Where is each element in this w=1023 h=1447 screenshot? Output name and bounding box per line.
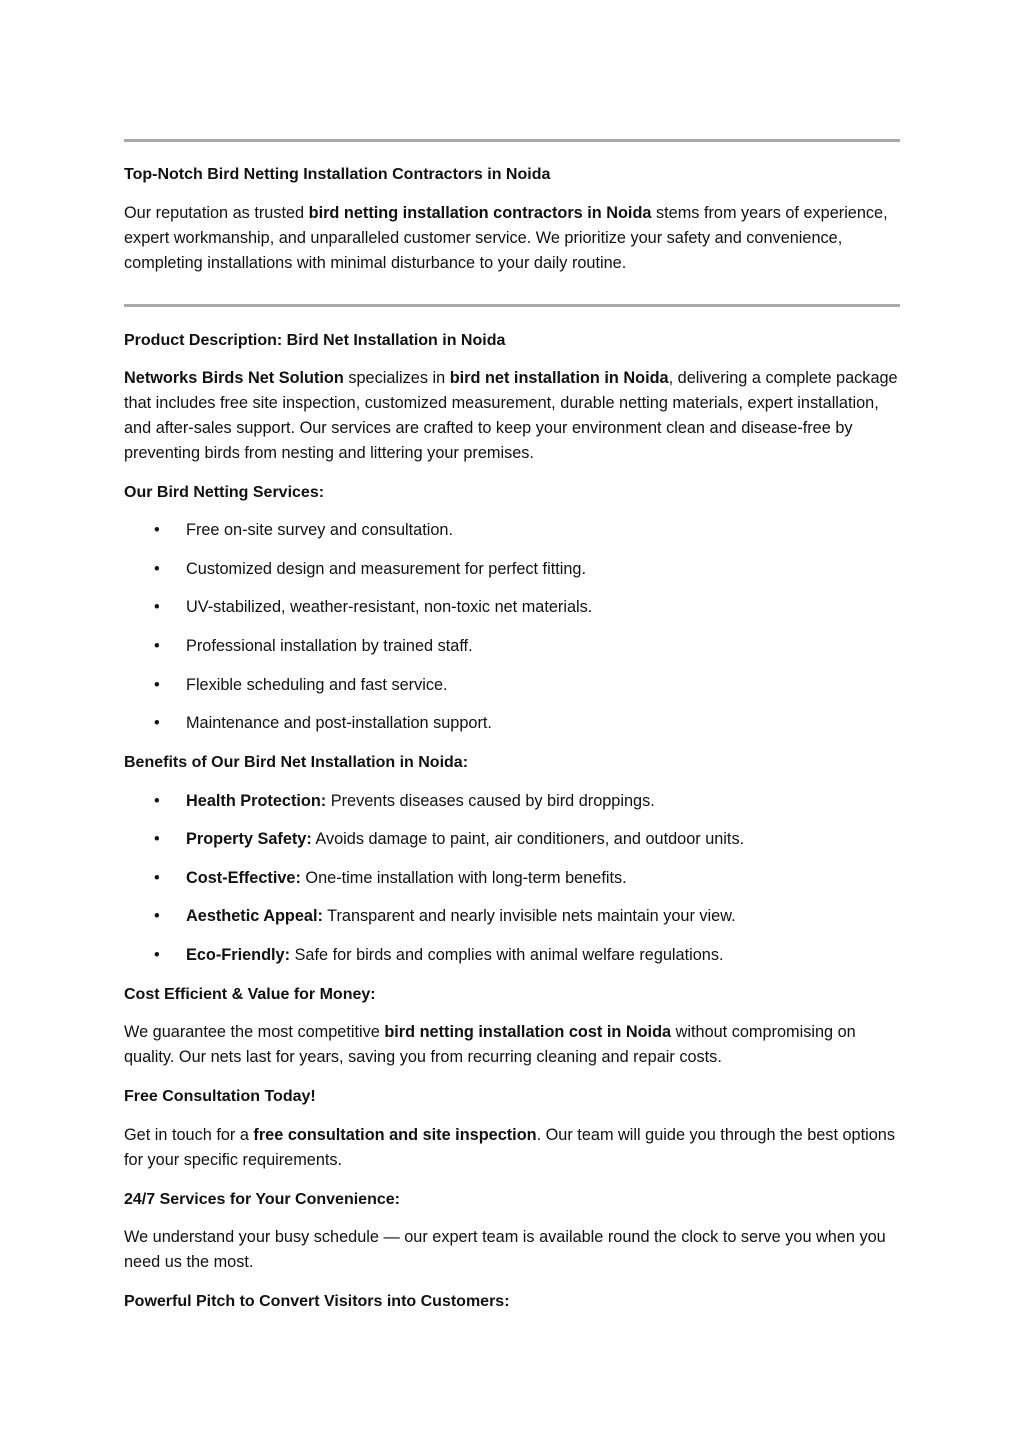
text: , delivering a complete package that includes free site inspection, customized measurement, durable netting materials, expert installation, and after-sales support. Our services are crafted to keep your environment clean and disease-free by preventing birds from nesting and littering your premises. bbox=[124, 369, 898, 462]
section-heading-pitch: Powerful Pitch to Convert Visitors into Customers: bbox=[124, 1293, 510, 1310]
bullet-icon: • bbox=[154, 714, 160, 732]
text: We guarantee the most competitive bbox=[124, 1023, 385, 1041]
list-item-text: UV-stabilized, weather-resistant, non-toxic net materials. bbox=[186, 598, 593, 616]
section-heading-services: Our Bird Netting Services: bbox=[124, 484, 325, 501]
bullet-icon: • bbox=[154, 637, 160, 655]
bold-text: free consultation and site inspection bbox=[253, 1126, 537, 1144]
bullet-icon: • bbox=[154, 907, 160, 925]
divider-top bbox=[124, 139, 900, 142]
section-heading-contractors: Top-Notch Bird Netting Installation Contractors in Noida bbox=[124, 166, 551, 183]
text: stems from years of experience, expert workmanship, and unparalleled customer service. We prioritize your safety and convenience, completing installations with minimal disturbance to your daily routine. bbox=[124, 204, 888, 272]
text: Safe for birds and complies with animal welfare regulations. bbox=[290, 946, 724, 964]
paragraph-cost bbox=[124, 1020, 900, 1070]
section-heading-24-7: 24/7 Services for Your Convenience: bbox=[124, 1191, 400, 1208]
bold-label: Eco-Friendly: bbox=[186, 946, 291, 964]
divider-middle bbox=[124, 304, 900, 307]
bold-label: Cost-Effective: bbox=[186, 869, 301, 887]
paragraph-product-description bbox=[124, 366, 900, 466]
list-item-text: Customized design and measurement for perfect fitting. bbox=[186, 560, 586, 578]
text: Prevents diseases caused by bird droppings. bbox=[326, 792, 655, 810]
list-item-text bbox=[186, 943, 724, 968]
list-item-text bbox=[186, 827, 744, 852]
paragraph-contractors bbox=[124, 201, 900, 276]
bold-text: bird netting installation cost in Noida bbox=[384, 1023, 672, 1041]
text: Avoids damage to paint, air conditioners, and outdoor units. bbox=[311, 830, 745, 848]
text: without compromising on quality. Our nets last for years, saving you from recurring cleaning and repair costs. bbox=[124, 1023, 856, 1066]
bold-label: Health Protection: bbox=[186, 792, 327, 810]
bold-text: bird netting installation contractors in Noida bbox=[308, 204, 652, 222]
bullet-icon: • bbox=[154, 792, 160, 810]
text: Transparent and nearly invisible nets maintain your view. bbox=[322, 907, 736, 925]
bullet-icon: • bbox=[154, 676, 160, 694]
section-heading-consultation: Free Consultation Today! bbox=[124, 1088, 316, 1105]
bold-label: Aesthetic Appeal: bbox=[186, 907, 323, 925]
bold-label: Property Safety: bbox=[186, 830, 312, 848]
paragraph-24-7: We understand your busy schedule — our expert team is available round the clock to serve you when you need us the most. bbox=[124, 1228, 886, 1271]
bullet-icon: • bbox=[154, 946, 160, 964]
text: Our reputation as trusted bbox=[124, 204, 309, 222]
bullet-icon: • bbox=[154, 560, 160, 578]
bold-text: bird net installation in Noida bbox=[449, 369, 669, 387]
section-heading-cost: Cost Efficient & Value for Money: bbox=[124, 986, 376, 1003]
paragraph-consultation bbox=[124, 1123, 900, 1173]
list-item-text bbox=[186, 789, 655, 814]
list-item-text: Maintenance and post-installation support. bbox=[186, 714, 492, 732]
list-item-text: Flexible scheduling and fast service. bbox=[186, 676, 448, 694]
bullet-icon: • bbox=[154, 521, 160, 539]
text: One-time installation with long-term benefits. bbox=[300, 869, 627, 887]
section-heading-benefits: Benefits of Our Bird Net Installation in Noida: bbox=[124, 754, 469, 771]
text: Get in touch for a bbox=[124, 1126, 254, 1144]
bold-text: Networks Birds Net Solution bbox=[124, 369, 344, 387]
list-item-text: Professional installation by trained staff. bbox=[186, 637, 473, 655]
text: specializes in bbox=[343, 369, 450, 387]
text: . Our team will guide you through the best options for your specific requirements. bbox=[124, 1126, 895, 1169]
list-item-text bbox=[186, 904, 736, 929]
list-item-text: Free on-site survey and consultation. bbox=[186, 521, 453, 539]
bullet-icon: • bbox=[154, 869, 160, 887]
bullet-icon: • bbox=[154, 830, 160, 848]
section-heading-product-description: Product Description: Bird Net Installation in Noida bbox=[124, 332, 506, 349]
list-item-text bbox=[186, 866, 627, 891]
bullet-icon: • bbox=[154, 598, 160, 616]
